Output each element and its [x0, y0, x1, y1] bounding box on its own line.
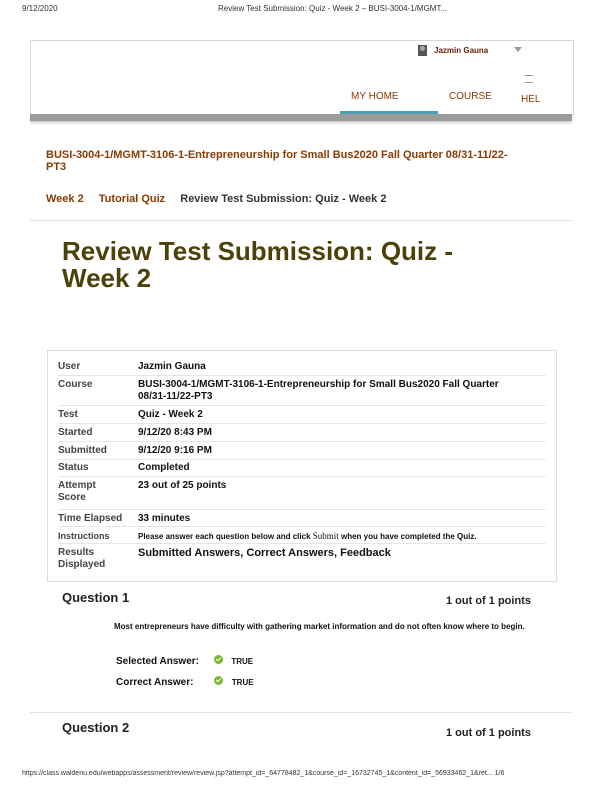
row-divider: [58, 459, 546, 460]
user-label: User: [58, 361, 81, 372]
row-divider: [58, 476, 546, 477]
question-1-title: Question 1: [62, 590, 130, 605]
question-2-title: Question 2: [62, 720, 130, 735]
selected-answer-row: [116, 651, 253, 669]
nav-divider: [525, 75, 533, 76]
correct-answer-label: Correct Answer:: [116, 677, 194, 688]
selected-answer-label: Selected Answer:: [116, 656, 199, 667]
course-title-link[interactable]: BUSI-3004-1/MGMT-3106-1-Entrepreneurship for Small Bus2020 Fall Quarter 08/31-11/22-PT3: [46, 149, 508, 173]
breadcrumb-current: Review Test Submission: Quiz - Week 2: [180, 193, 387, 205]
correct-answer-value: TRUE: [231, 678, 254, 687]
instructions-label: Instructions: [58, 531, 110, 541]
print-header: [0, 4, 600, 18]
print-footer-url: https://class.waldenu.edu/webapps/assessment/review/review.jsp?attempt_id=_64778482_1&course_id=_16732745_1&content_id=_56933462_1&ret... 1/6: [22, 770, 505, 777]
print-date: 9/12/2020: [22, 4, 58, 13]
row-divider: [58, 543, 546, 544]
divider: [30, 220, 572, 221]
submission-details: [47, 350, 557, 582]
nav-my-home[interactable]: MY HOME: [351, 91, 399, 102]
print-title: Review Test Submission: Quiz - Week 2 – BUSI-3004-1/MGMT...: [218, 4, 448, 13]
started-value: 9/12/20 8:43 PM: [138, 427, 212, 438]
results-displayed-value: Submitted Answers, Correct Answers, Feedback: [138, 547, 391, 559]
check-icon: [214, 676, 223, 685]
row-divider: [58, 405, 546, 406]
instructions-value: [138, 530, 548, 543]
question-1-text: Most entrepreneurs have difficulty with gathering market information and do not often know where to begin.: [114, 622, 525, 631]
question-2-points: 1 out of 1 points: [446, 727, 531, 739]
question-divider: [30, 712, 572, 713]
row-divider: [58, 375, 546, 376]
time-elapsed-value: 33 minutes: [138, 513, 191, 524]
user-name-link[interactable]: Jazmin Gauna: [434, 46, 489, 55]
check-icon: [214, 655, 223, 664]
course-label: Course: [58, 379, 93, 390]
started-label: Started: [58, 427, 93, 438]
selected-answer-value: TRUE: [231, 657, 254, 666]
avatar-icon[interactable]: [418, 45, 427, 56]
row-divider: [58, 423, 546, 424]
status-value: Completed: [138, 462, 190, 473]
time-elapsed-label: Time Elapsed: [58, 513, 123, 524]
nav-bottom-bar: [30, 114, 572, 121]
nav-divider: [525, 82, 533, 83]
submitted-value: 9/12/20 9:16 PM: [138, 445, 212, 456]
test-value: Quiz - Week 2: [138, 409, 203, 420]
course-value: BUSI-3004-1/MGMT-3106-1-Entrepreneurship for Small Bus2020 Fall Quarter 08/31-11/22-PT3: [138, 379, 499, 402]
correct-answer-row: [116, 672, 254, 690]
top-navigation: [30, 40, 574, 117]
breadcrumb: [46, 193, 398, 205]
row-divider: [58, 509, 546, 510]
instructions-text-before: Please answer each question below and click: [138, 532, 311, 541]
status-label: Status: [58, 462, 89, 473]
breadcrumb-tutorial-quiz[interactable]: Tutorial Quiz: [98, 193, 166, 205]
page-title: Review Test Submission: Quiz - Week 2: [62, 236, 454, 293]
question-1-points: 1 out of 1 points: [446, 595, 531, 607]
results-displayed-label: Results Displayed: [58, 547, 106, 570]
row-divider: [58, 441, 546, 442]
nav-course[interactable]: COURSE: [449, 91, 492, 102]
attempt-score-value: 23 out of 25 points: [138, 480, 227, 491]
instructions-text-after: when you have completed the Quiz.: [341, 532, 477, 541]
nav-help[interactable]: HEL: [521, 94, 541, 105]
instructions-submit-word: Submit: [312, 531, 339, 541]
breadcrumb-week-2[interactable]: Week 2: [46, 193, 84, 205]
user-value: Jazmin Gauna: [138, 361, 206, 372]
row-divider: [58, 526, 546, 527]
attempt-score-label: Attempt Score: [58, 480, 96, 503]
dropdown-caret-icon[interactable]: [514, 47, 522, 52]
test-label: Test: [58, 409, 78, 420]
submitted-label: Submitted: [58, 445, 107, 456]
